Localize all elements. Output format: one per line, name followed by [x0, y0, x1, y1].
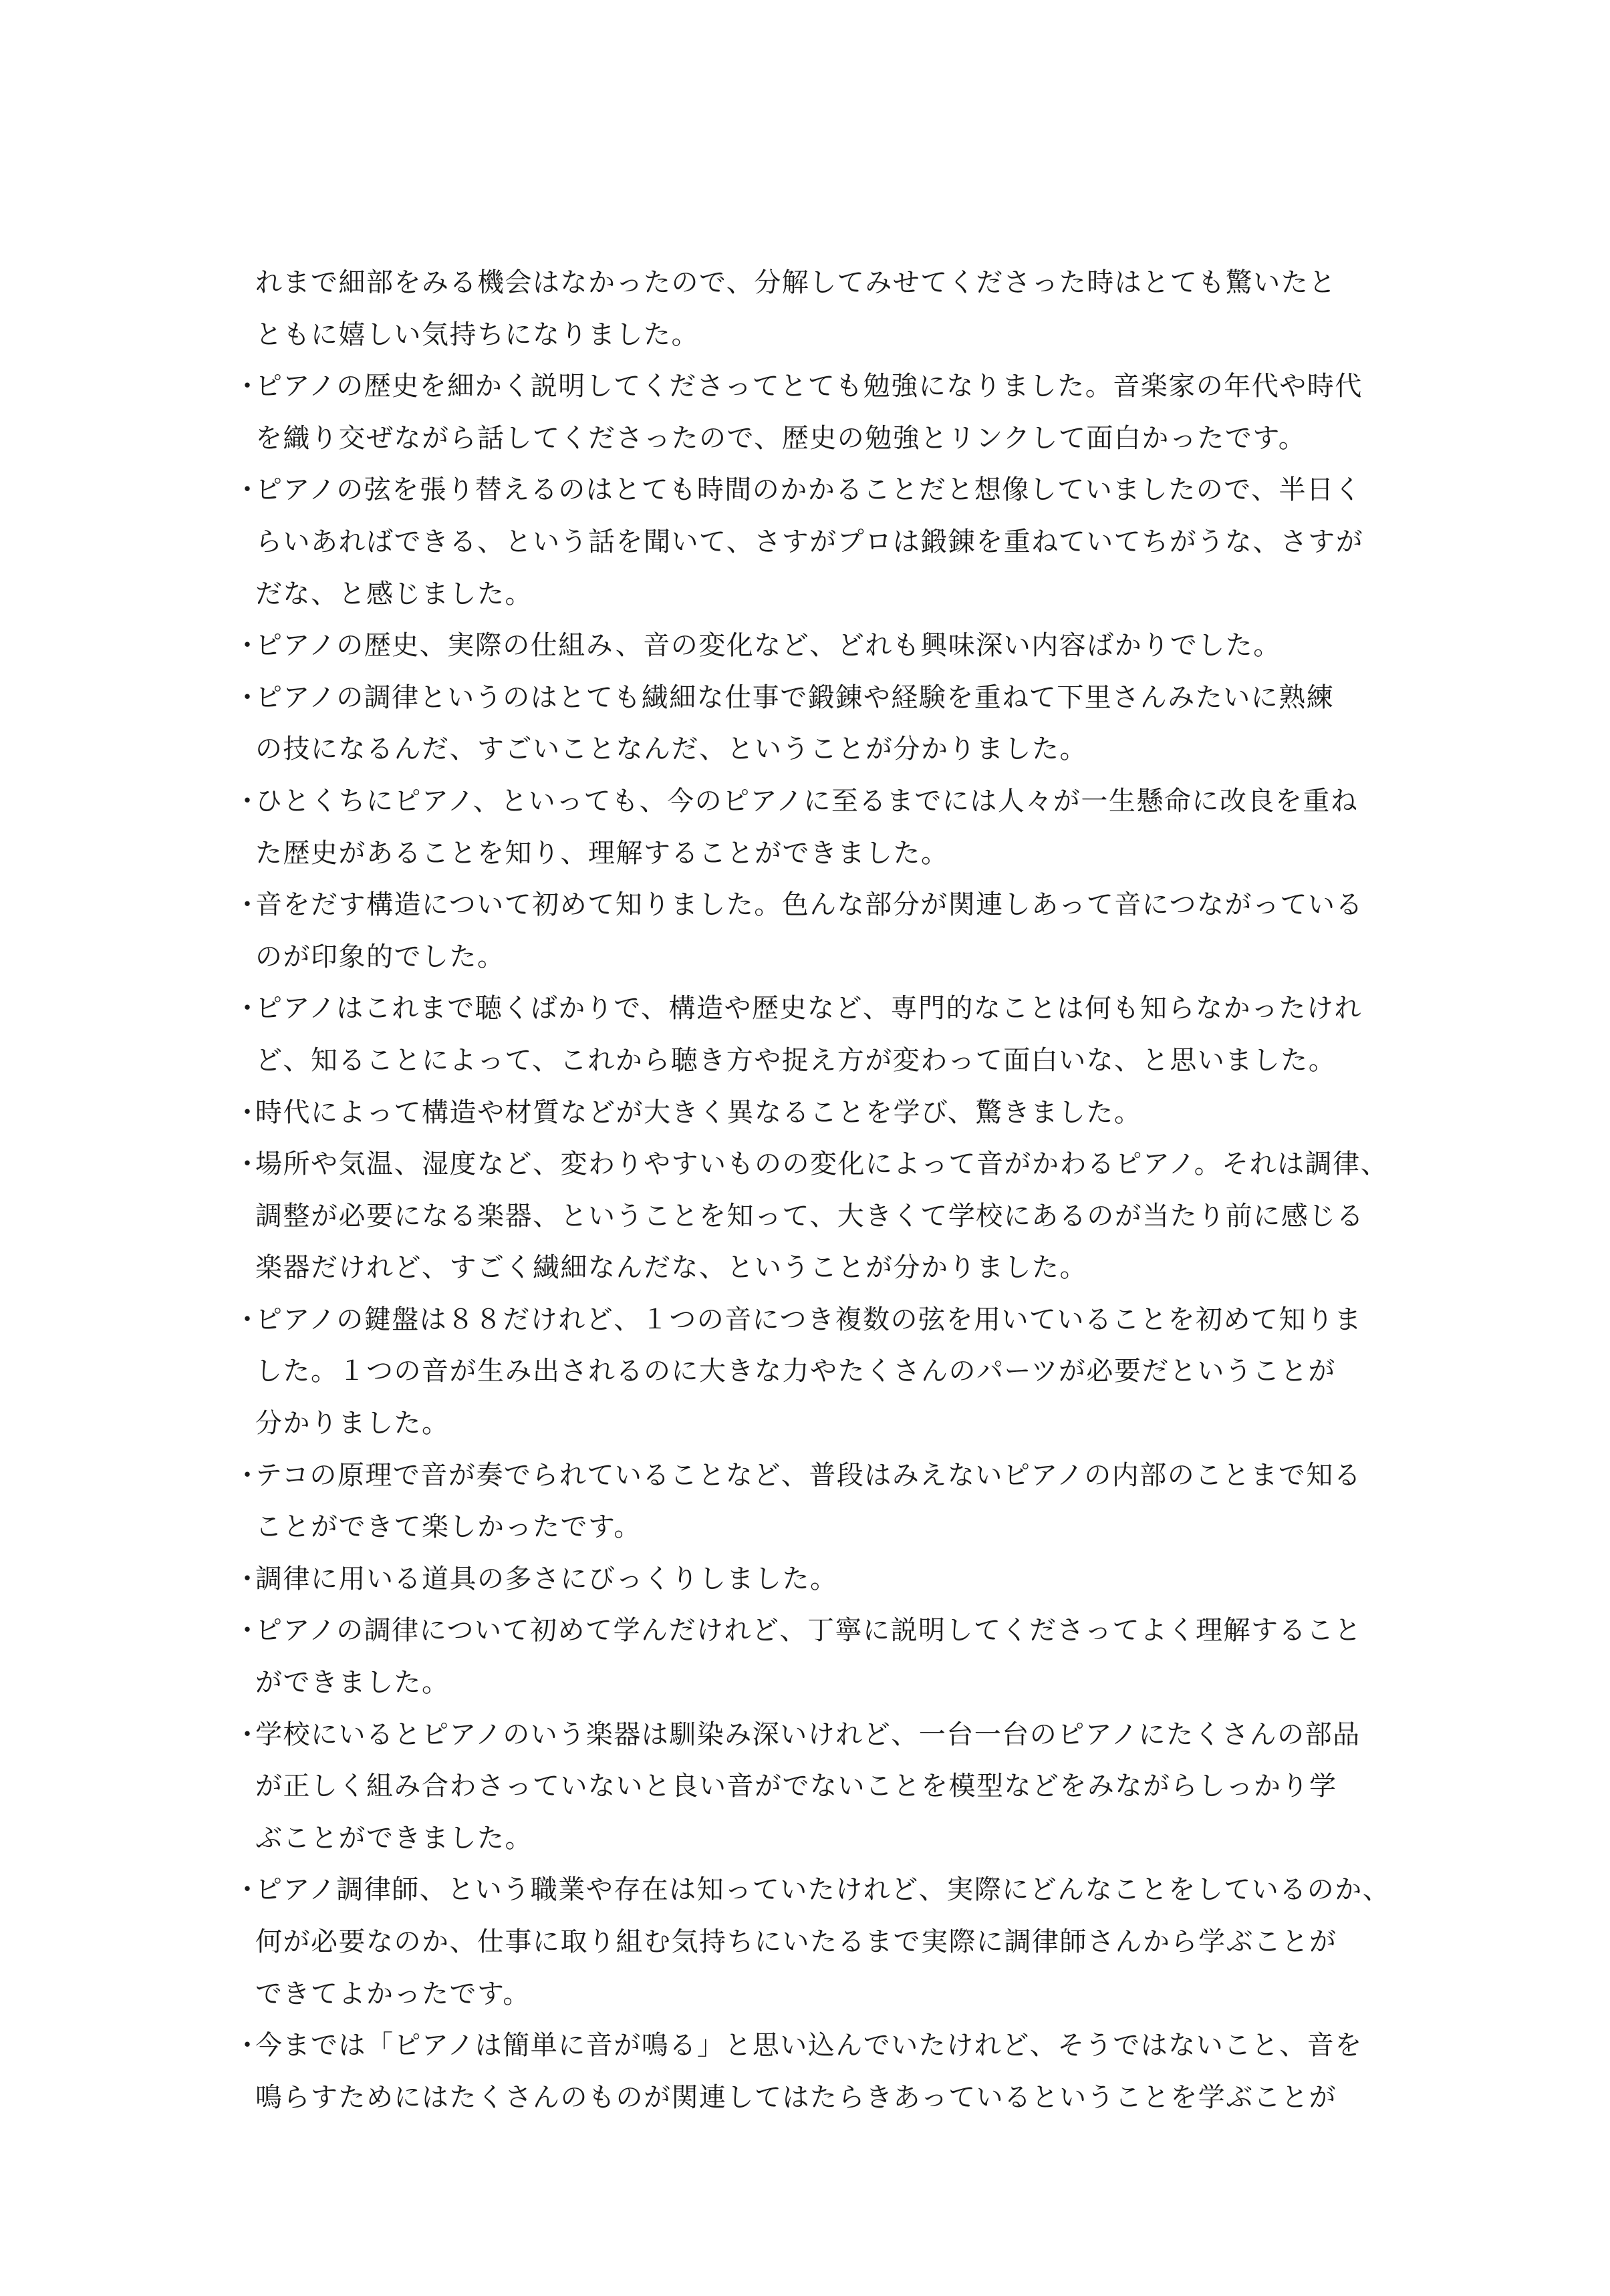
- list-item-start-line: [234, 361, 1437, 413]
- line-text: ピアノはこれまで聴くばかりで、構造や歴史など、専門的なことは何も知らなかったけれ: [255, 993, 1362, 1024]
- list-item-start-line: [234, 2020, 1437, 2072]
- list-item-continuation-line: [234, 1813, 1437, 1865]
- bullet-marker: ・: [234, 1563, 262, 1594]
- list-item-continuation-line: [234, 828, 1437, 880]
- list-item-start-line: [234, 620, 1437, 672]
- list-item-start-line: [234, 1450, 1437, 1502]
- line-text: 学校にいるとピアノのいう楽器は馴染み深いけれど、一台一台のピアノにたくさんの部品: [255, 1719, 1361, 1750]
- bullet-marker: ・: [234, 2030, 262, 2061]
- line-text: を織り交ぜながら話してくださったので、歴史の勉強とリンクして面白かったです。: [255, 422, 1307, 454]
- bullet-marker: ・: [234, 889, 262, 921]
- list-item-continuation-line: [234, 1242, 1437, 1294]
- list-item-continuation-line: [234, 1191, 1437, 1243]
- list-item-continuation-line: [234, 2072, 1437, 2124]
- list-item-continuation-line: [234, 569, 1437, 621]
- line-text: ピアノの歴史、実際の仕組み、音の変化など、どれも興味深い内容ばかりでした。: [255, 630, 1281, 662]
- list-item-start-line: [234, 1139, 1437, 1191]
- list-item-continuation-line: [234, 1969, 1437, 2021]
- bullet-marker: ・: [234, 1149, 262, 1180]
- line-text: テコの原理で音が奏でられていることなど、普段はみえないピアノの内部のことまで知る: [255, 1459, 1362, 1491]
- list-item-start-line: [234, 1605, 1437, 1657]
- bullet-marker: ・: [234, 1459, 262, 1491]
- comment-list: [234, 257, 1437, 2124]
- line-text: ぶことができました。: [255, 1822, 533, 1854]
- line-text: 分かりました。: [255, 1408, 450, 1439]
- bullet-marker: ・: [234, 630, 262, 662]
- line-text: 音をだす構造について初めて知りました。色んな部分が関連しあって音につながっている: [255, 889, 1363, 921]
- bullet-marker: ・: [234, 371, 262, 402]
- list-item-start-line: [234, 672, 1437, 724]
- line-text: 調整が必要になる楽器、ということを知って、大きくて学校にあるのが当たり前に感じる: [255, 1200, 1365, 1232]
- line-text: 何が必要なのか、仕事に取り組む気持ちにいたるまで実際に調律師さんから学ぶことが: [255, 1926, 1337, 1957]
- list-item-continuation-line: [234, 1035, 1437, 1087]
- line-text: 鳴らすためにはたくさんのものが関連してはたらきあっているということを学ぶことが: [255, 2082, 1337, 2113]
- line-text: ができました。: [255, 1667, 450, 1699]
- list-item-continuation-line: [234, 1761, 1437, 1813]
- line-text: 調律に用いる道具の多さにびっくりしました。: [255, 1563, 838, 1594]
- list-item-continuation-line: [234, 1398, 1437, 1450]
- list-item-start-line: [234, 464, 1437, 517]
- list-item-continuation-line: [234, 724, 1437, 776]
- list-item-continuation-line: [234, 1916, 1437, 1969]
- list-item-continuation-line: [234, 931, 1437, 984]
- list-item-start-line: [234, 1864, 1437, 1916]
- bullet-marker: ・: [234, 993, 262, 1024]
- list-item-continuation-line: [234, 1657, 1437, 1709]
- list-item-continuation-line: [234, 1346, 1437, 1398]
- list-item-start-line: [234, 1294, 1437, 1346]
- line-text: ピアノ調律師、という職業や存在は知っていたけれど、実際にどんなことをしているのか、: [255, 1874, 1391, 1906]
- line-text: 場所や気温、湿度など、変わりやすいものの変化によって音がかわるピアノ。それは調律、: [255, 1149, 1389, 1180]
- bullet-marker: ・: [234, 1304, 262, 1335]
- bullet-marker: ・: [234, 474, 262, 506]
- bullet-marker: ・: [234, 1097, 262, 1128]
- line-text: の技になるんだ、すごいことなんだ、ということが分かりました。: [255, 734, 1087, 765]
- line-text: ともに嬉しい気持ちになりました。: [255, 319, 699, 350]
- list-item-start-line: [234, 1709, 1437, 1761]
- line-text: 時代によって構造や材質などが大きく異なることを学び、驚きました。: [255, 1097, 1142, 1128]
- bullet-marker: ・: [234, 682, 262, 713]
- line-text: ピアノの調律について初めて学んだけれど、丁寧に説明してくださってよく理解すること: [255, 1615, 1362, 1646]
- line-text: ピアノの歴史を細かく説明してくださってとても勉強になりました。音楽家の年代や時代: [255, 371, 1363, 402]
- line-text: ピアノの調律というのはとても繊細な仕事で鍛錬や経験を重ねて下里さんみたいに熟練: [255, 682, 1335, 713]
- line-text: た歴史があることを知り、理解することができました。: [255, 837, 949, 869]
- list-item-continuation-line: [234, 257, 1437, 309]
- line-text: ピアノの鍵盤は８８だけれど、１つの音につき複数の弦を用いていることを初めて知りま: [255, 1304, 1362, 1335]
- line-text: が正しく組み合わさっていないと良い音がでないことを模型などをみながらしっかり学: [255, 1771, 1337, 1802]
- bullet-marker: ・: [234, 1719, 262, 1750]
- list-item-continuation-line: [234, 1501, 1437, 1554]
- line-text: 楽器だけれど、すごく繊細なんだな、ということが分かりました。: [255, 1252, 1087, 1284]
- line-text: れまで細部をみる機会はなかったので、分解してみせてくださった時はとても驚いたと: [255, 267, 1337, 298]
- line-text: らいあればできる、という話を聞いて、さすがプロは鍛錬を重ねていてちがうな、さすが: [255, 526, 1364, 557]
- bullet-marker: ・: [234, 785, 262, 817]
- list-item-start-line: [234, 776, 1437, 828]
- list-item-continuation-line: [234, 309, 1437, 362]
- line-text: ど、知ることによって、これから聴き方や捉え方が変わって面白いな、と思いました。: [255, 1044, 1337, 1076]
- line-text: 今までは「ピアノは簡単に音が鳴る」と思い込んでいたけれど、そうではないこと、音を: [255, 2030, 1363, 2061]
- list-item-start-line: [234, 879, 1437, 931]
- list-item-start-line: [234, 983, 1437, 1035]
- line-text: できてよかったです。: [255, 1978, 531, 2009]
- list-item-continuation-line: [234, 517, 1437, 569]
- line-text: ひとくちにピアノ、といっても、今のピアノに至るまでには人々が一生懸命に改良を重ね: [255, 785, 1359, 817]
- line-text: ことができて楽しかったです。: [255, 1512, 642, 1543]
- bullet-marker: ・: [234, 1615, 262, 1646]
- line-text: ピアノの弦を張り替えるのはとても時間のかかることだと想像していましたので、半日く: [255, 474, 1362, 506]
- line-text: だな、と感じました。: [255, 578, 533, 609]
- list-item-start-line: [234, 1087, 1437, 1139]
- list-item-continuation-line: [234, 413, 1437, 465]
- line-text: のが印象的でした。: [255, 941, 505, 972]
- line-text: した。１つの音が生み出されるのに大きな力やたくさんのパーツが必要だということが: [255, 1356, 1336, 1387]
- bullet-marker: ・: [234, 1874, 262, 1906]
- list-item-start-line: [234, 1554, 1437, 1606]
